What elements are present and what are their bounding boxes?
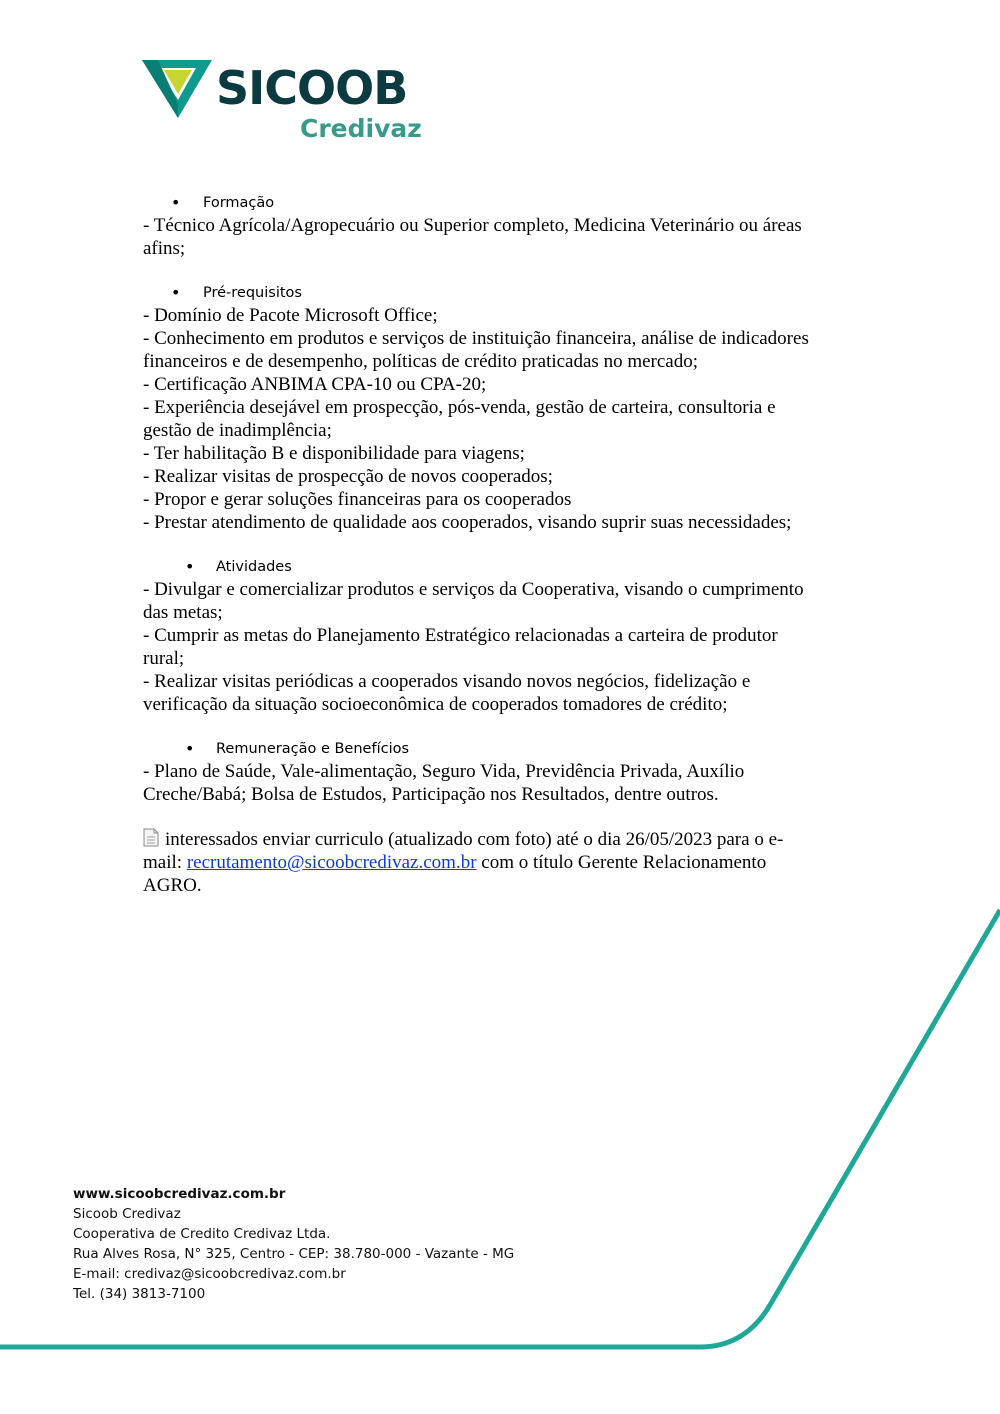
- contact-text-1: interessados enviar curriculo (atualizado com foto) até o dia 26/05/2023 para o e-: [165, 829, 784, 850]
- contact-mail-prefix: mail:: [143, 852, 187, 873]
- prerequisitos-line: gestão de inadimplência;: [143, 420, 332, 441]
- atividades-line: rural;: [143, 648, 185, 669]
- contact-mail-suffix: com o título Gerente Relacionamento: [476, 852, 767, 873]
- footer-name: Sicoob Credivaz: [73, 1206, 181, 1222]
- sicoob-logo-icon: [140, 56, 216, 124]
- brand-name: SICOOB: [216, 61, 408, 115]
- footer-address: Rua Alves Rosa, N° 325, Centro - CEP: 38.780-000 - Vazante - MG: [73, 1246, 515, 1262]
- atividades-line: verificação da situação socioeconômica de cooperados tomadores de crédito;: [143, 694, 728, 715]
- section-title-atividades: • Atividades: [143, 556, 863, 578]
- sicoob-logo: [140, 56, 430, 148]
- remuneracao-line: Creche/Babá; Bolsa de Estudos, Participação nos Resultados, dentre outros.: [143, 784, 719, 805]
- contact-line-3: AGRO.: [143, 875, 202, 896]
- prerequisitos-line: - Prestar atendimento de qualidade aos cooperados, visando suprir suas necessidades;: [143, 512, 792, 533]
- footer-phone: Tel. (34) 3813-7100: [73, 1286, 206, 1302]
- recruitment-email-link[interactable]: recrutamento@sicoobcredivaz.com.br: [186, 852, 477, 873]
- atividades-line: - Cumprir as metas do Planejamento Estratégico relacionadas a carteira de produtor: [143, 625, 778, 646]
- document-icon: [143, 828, 159, 847]
- prerequisitos-line: - Conhecimento em produtos e serviços de instituição financeira, análise de indicadores: [143, 328, 809, 349]
- section-title-prerequisitos: • Pré-requisitos: [143, 282, 863, 304]
- prerequisitos-line: - Certificação ANBIMA CPA-10 ou CPA-20;: [143, 374, 487, 395]
- footer: [73, 1184, 514, 1304]
- formacao-line: afins;: [143, 238, 186, 259]
- atividades-line: das metas;: [143, 602, 223, 623]
- contact-line-1: [143, 828, 863, 851]
- document-body: [143, 192, 863, 897]
- contact-line-2: [143, 851, 863, 874]
- section-title-formacao: • Formação: [143, 192, 863, 214]
- prerequisitos-line: - Ter habilitação B e disponibilidade para viagens;: [143, 443, 525, 464]
- prerequisitos-line: financeiros e de desempenho, políticas de crédito praticadas no mercado;: [143, 351, 698, 372]
- footer-email: E-mail: credivaz@sicoobcredivaz.com.br: [73, 1266, 346, 1282]
- atividades-line: - Divulgar e comercializar produtos e serviços da Cooperativa, visando o cumprimento: [143, 579, 804, 600]
- footer-website: www.sicoobcredivaz.com.br: [73, 1186, 286, 1202]
- prerequisitos-line: - Propor e gerar soluções financeiras para os cooperados: [143, 489, 572, 510]
- remuneracao-line: - Plano de Saúde, Vale-alimentação, Seguro Vida, Previdência Privada, Auxílio: [143, 761, 745, 782]
- brand-subtitle: Credivaz: [300, 114, 422, 143]
- footer-company: Cooperativa de Credito Credivaz Ltda.: [73, 1226, 331, 1242]
- atividades-line: - Realizar visitas periódicas a cooperados visando novos negócios, fidelização e: [143, 671, 751, 692]
- formacao-line: - Técnico Agrícola/Agropecuário ou Superior completo, Medicina Veterinário ou áreas: [143, 215, 802, 236]
- section-title-remuneracao: • Remuneração e Benefícios: [143, 738, 863, 760]
- prerequisitos-line: - Experiência desejável em prospecção, pós-venda, gestão de carteira, consultoria e: [143, 397, 776, 418]
- prerequisitos-line: - Realizar visitas de prospecção de novos cooperados;: [143, 466, 553, 487]
- prerequisitos-line: - Domínio de Pacote Microsoft Office;: [143, 305, 438, 326]
